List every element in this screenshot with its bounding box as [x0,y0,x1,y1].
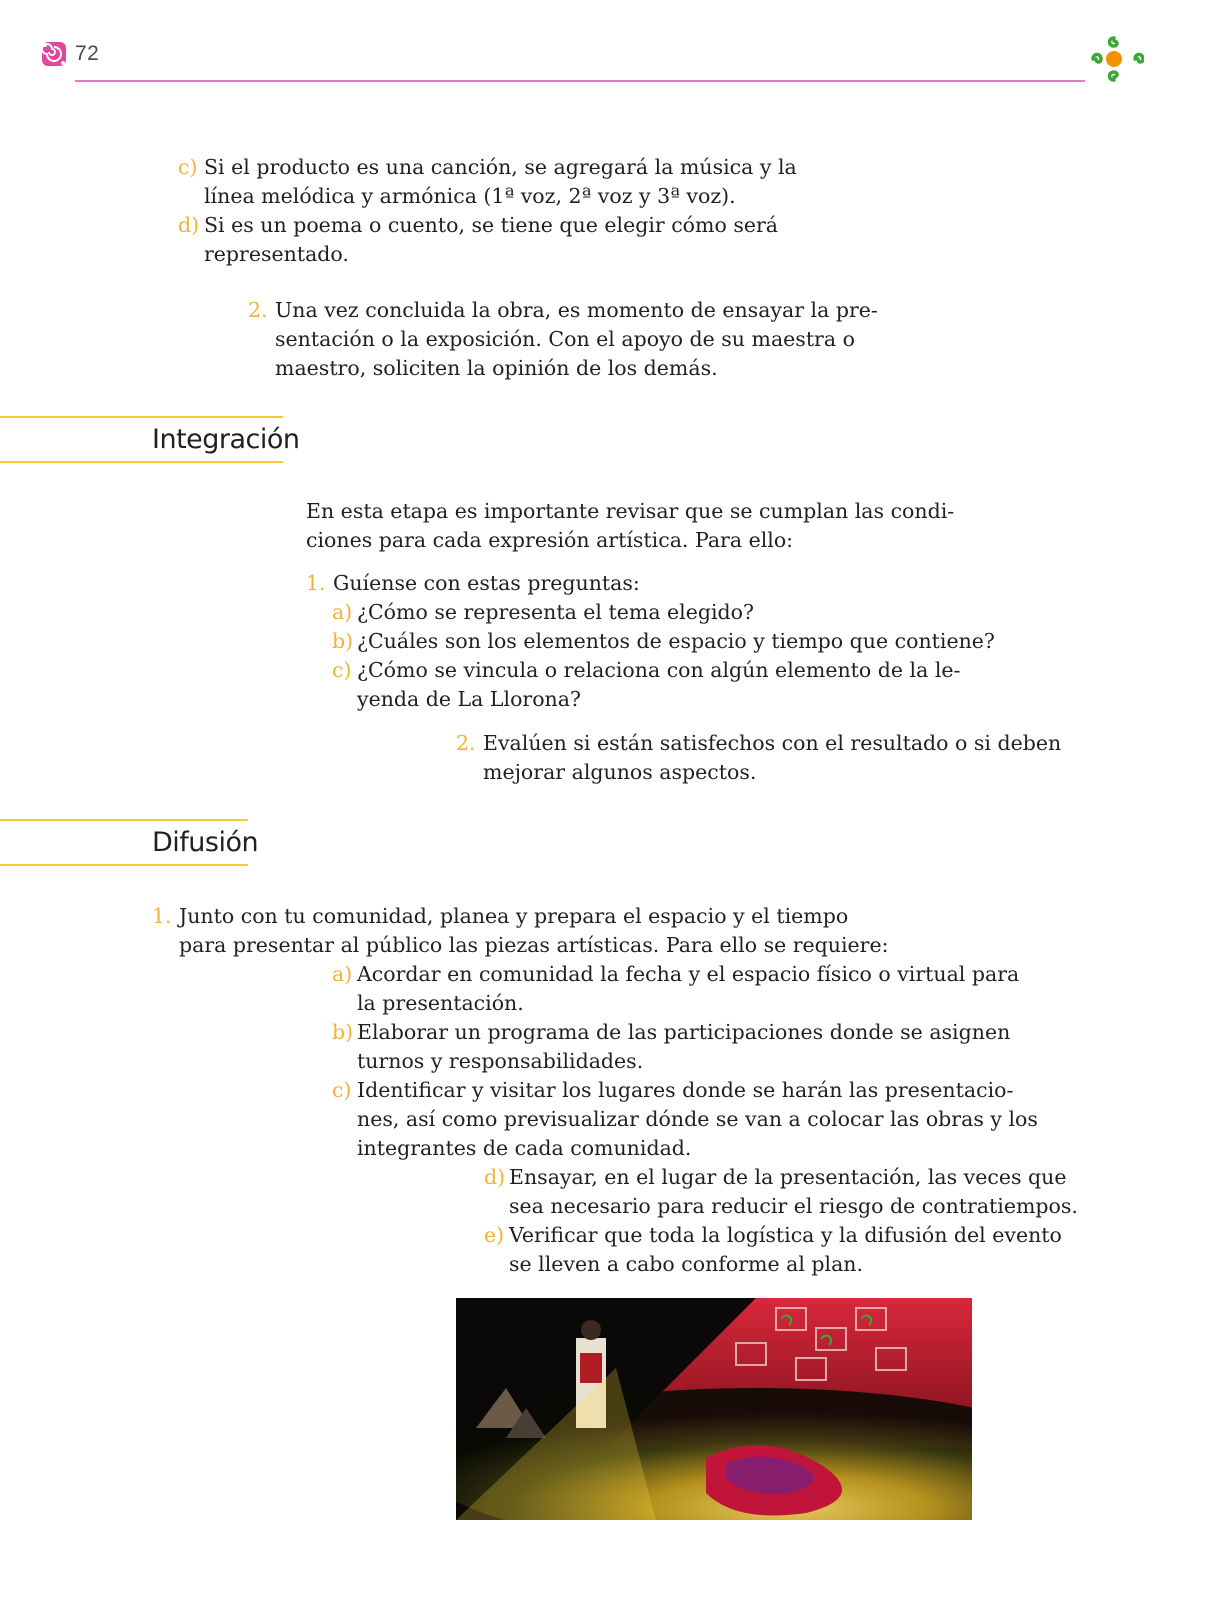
integracion-subitem-a [332,598,912,627]
text-line: yenda de La Llorona? [357,687,581,711]
integracion-subitem-b [332,627,995,656]
text-line: Ensayar, en el lugar de la presentación, las veces que [509,1165,1067,1189]
list-marker: d) [178,213,200,237]
list-marker: a) [332,600,353,624]
section-rule-top [0,416,283,418]
performance-photo [456,1298,972,1520]
text-line: integrantes de cada comunidad. [357,1136,692,1160]
text-line: Identificar y visitar los lugares donde se harán las presentacio- [357,1078,1014,1102]
text-line: sentación o la exposición. Con el apoyo de su maestra o [275,327,855,351]
section-rule-bottom [0,461,283,463]
header-rule [75,80,1085,82]
text-line: la presentación. [357,991,524,1015]
section-rule-bottom [0,864,248,866]
text-line: Acordar en comunidad la fecha y el espacio físico o virtual para [357,962,1020,986]
list-marker: d) [484,1165,506,1189]
integracion-subitem-c [332,656,961,714]
text-line: para presentar al público las piezas artísticas. Para ello se requiere: [179,933,889,957]
list-marker: c) [178,155,198,179]
text-line: Evalúen si están satisfechos con el resultado o si deben [483,731,1062,755]
list-marker: 2. [248,298,268,322]
intro-item-c [178,153,797,211]
text-line: Elaborar un programa de las participaciones donde se asignen [357,1020,1011,1044]
text-line: ¿Cómo se vincula o relaciona con algún elemento de la le- [357,658,961,682]
text-line: nes, así como previsualizar dónde se van a colocar las obras y los [357,1107,1038,1131]
text-line: se lleven a cabo conforme al plan. [509,1252,864,1276]
text-line: Junto con tu comunidad, planea y prepara el espacio y el tiempo [179,904,849,928]
integracion-step-1 [306,569,906,598]
section-title-integracion: Integración [152,424,300,455]
page-number: 72 [75,42,100,65]
intro-item-d [178,211,778,269]
list-marker: 1. [152,904,172,928]
difusion-subitem-d [484,1163,1078,1221]
text-line: maestro, soliciten la opinión de los demás. [275,356,718,380]
text-line: Una vez concluida la obra, es momento de ensayar la pre- [275,298,878,322]
text-line: mejorar algunos aspectos. [483,760,757,784]
performance-photo-illustration [456,1298,972,1520]
text-line: ¿Cómo se representa el tema elegido? [357,600,755,624]
text-line: línea melódica y armónica (1ª voz, 2ª voz y 3ª voz). [204,184,736,208]
difusion-subitem-e [484,1221,1062,1279]
text-line: Si es un poema o cuento, se tiene que elegir cómo será [204,213,778,237]
text-line: Verificar que toda la logística y la difusión del evento [509,1223,1062,1247]
text-line: ¿Cuáles son los elementos de espacio y tiempo que contiene? [357,629,995,653]
list-marker: e) [484,1223,505,1247]
text-line: Guíense con estas preguntas: [333,571,640,595]
list-marker: b) [332,1020,354,1044]
text-line: sea necesario para reducir el riesgo de contratiempos. [509,1194,1078,1218]
step-2 [248,296,878,383]
difusion-step-1 [152,902,889,960]
list-marker: c) [332,658,352,682]
list-marker: 1. [306,571,326,595]
difusion-subitem-b [332,1018,1011,1076]
difusion-subitem-c [332,1076,1038,1163]
spiral-glyph-icon [40,40,68,68]
list-marker: a) [332,962,353,986]
integracion-intro [306,497,955,555]
list-marker: c) [332,1078,352,1102]
section-rule-top [0,819,248,821]
text-line: Si el producto es una canción, se agregará la música y la [204,155,797,179]
text-line: representado. [204,242,349,266]
flower-logo-icon [1088,34,1144,84]
list-marker: 2. [456,731,476,755]
text-line: turnos y responsabilidades. [357,1049,644,1073]
text-line: En esta etapa es importante revisar que se cumplan las condi- [306,499,955,523]
text-line: ciones para cada expresión artística. Para ello: [306,528,794,552]
integracion-step-2 [456,729,1062,787]
difusion-subitem-a [332,960,1020,1018]
section-title-difusion: Difusión [152,827,259,858]
list-marker: b) [332,629,354,653]
